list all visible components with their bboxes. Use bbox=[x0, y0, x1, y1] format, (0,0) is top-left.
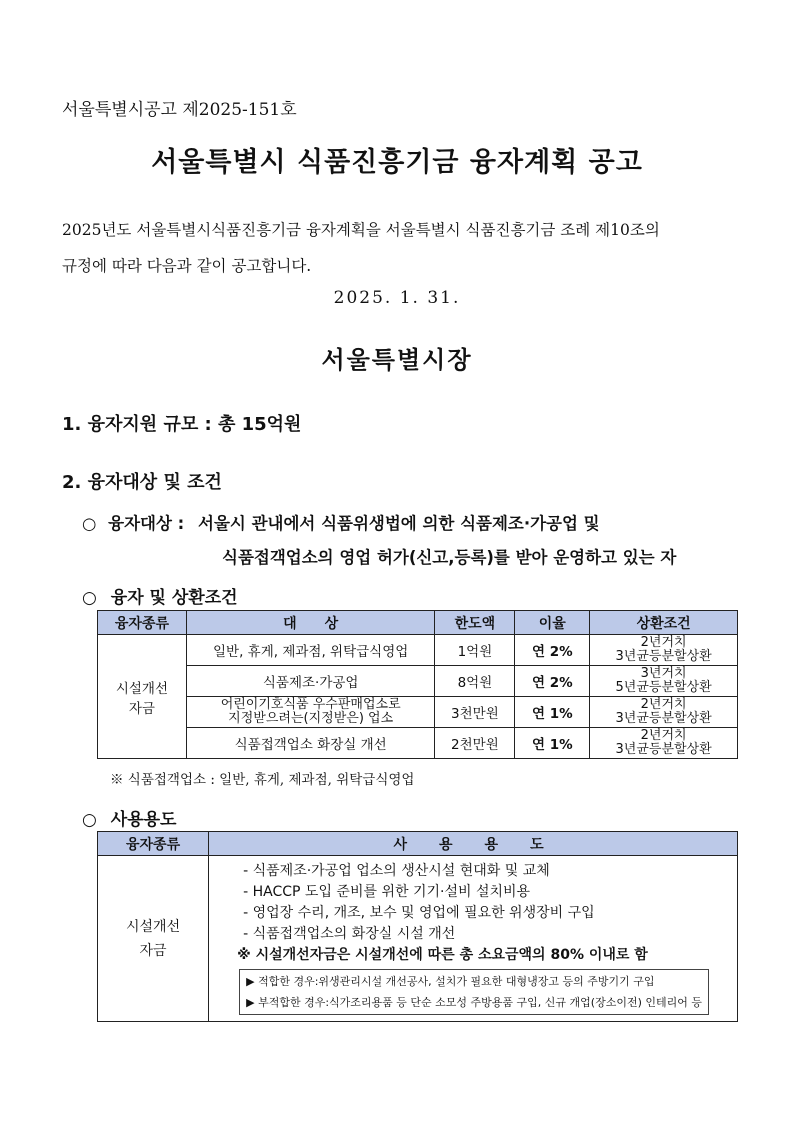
table-row bbox=[98, 635, 738, 666]
repay-line: 3년균등분할상환 bbox=[615, 649, 712, 664]
intro-line-1: 2025년도 서울특별시식품진흥기금 융자계획을 서울특별시 식품진흥기금 조례 제10조의 bbox=[62, 221, 660, 239]
rate-cell: 연 1% bbox=[515, 697, 590, 728]
col-header-usage: 사 용 용 도 bbox=[209, 832, 738, 856]
usage-cell bbox=[209, 856, 738, 1022]
col-header-rate: 이율 bbox=[515, 611, 590, 635]
repay-line: 3년균등분할상환 bbox=[615, 742, 712, 757]
usage-heading-text: 사용용도 bbox=[110, 810, 177, 830]
rate-cell: 연 2% bbox=[515, 635, 590, 666]
conditions-heading bbox=[82, 583, 238, 608]
repay-line: 2년거치 bbox=[640, 728, 687, 743]
repay-line: 3년거치 bbox=[640, 666, 687, 681]
target-cell: 식품접객업소 화장실 개선 bbox=[186, 728, 435, 759]
usage-example: ▶ 적합한 경우:위생관리시설 개선공사, 설치가 필요한 대형냉장고 등의 주방기기 구입 bbox=[246, 975, 655, 988]
conditions-note: ※ 식품접객업소 : 일반, 휴게, 제과점, 위탁급식영업 bbox=[110, 772, 415, 788]
table-header-row bbox=[98, 832, 738, 856]
col-header-target: 대 상 bbox=[186, 611, 435, 635]
limit-cell: 2천만원 bbox=[435, 728, 515, 759]
usage-note: ※ 시설개선자금은 시설개선에 따른 총 소요금액의 80% 이내로 함 bbox=[237, 947, 648, 963]
conditions-table bbox=[97, 610, 738, 759]
bullet: ○ bbox=[82, 810, 97, 830]
col-header-repay: 상환조건 bbox=[590, 611, 738, 635]
table-row bbox=[98, 728, 738, 759]
loan-type-line: 자금 bbox=[128, 700, 155, 717]
loan-type-line: 자금 bbox=[139, 942, 167, 959]
col-header-type: 융자종류 bbox=[98, 832, 209, 856]
table-row bbox=[98, 697, 738, 728]
issuer-name: 서울특별시장 bbox=[321, 345, 473, 374]
table-row bbox=[98, 666, 738, 697]
section-2-heading: 2. 융자대상 및 조건 bbox=[62, 472, 222, 493]
bullet: ○ bbox=[82, 588, 97, 608]
col-header-type: 융자종류 bbox=[98, 611, 187, 635]
repay-cell bbox=[590, 728, 738, 759]
target-text-1: 서울시 관내에서 식품위생법에 의한 식품제조·가공업 및 bbox=[198, 514, 600, 533]
page-title: 서울특별시 식품진흥기금 융자계획 공고 bbox=[151, 147, 643, 178]
table-header-row bbox=[98, 611, 738, 635]
limit-cell: 3천만원 bbox=[435, 697, 515, 728]
usage-item: - HACCP 도입 준비를 위한 기기·설비 설치비용 bbox=[243, 884, 531, 900]
target-label: 융자대상 : bbox=[108, 514, 185, 533]
repay-line: 5년균등분할상환 bbox=[615, 680, 712, 695]
rate-cell: 연 1% bbox=[515, 728, 590, 759]
limit-cell: 8억원 bbox=[435, 666, 515, 697]
repay-cell bbox=[590, 666, 738, 697]
usage-item: - 식품접객업소의 화장실 시설 개선 bbox=[243, 926, 456, 942]
target-line: 어린이기호식품 우수판매업소로 bbox=[220, 697, 401, 712]
usage-examples-box bbox=[239, 969, 709, 1015]
usage-item: - 식품제조·가공업 업소의 생산시설 현대화 및 교체 bbox=[243, 863, 550, 879]
repay-cell bbox=[590, 635, 738, 666]
col-header-limit: 한도액 bbox=[435, 611, 515, 635]
bullet: ○ bbox=[82, 514, 97, 533]
repay-line: 3년균등분할상환 bbox=[615, 711, 712, 726]
target-cell: 일반, 휴게, 제과점, 위탁급식영업 bbox=[186, 635, 435, 666]
usage-table bbox=[97, 831, 738, 1022]
target-line-1 bbox=[82, 510, 600, 534]
loan-type-line: 시설개선 bbox=[126, 918, 181, 935]
target-line: 지정받으려는(지정받은) 업소 bbox=[228, 711, 394, 726]
target-text-2: 식품접객업소의 영업 허가(신고,등록)를 받아 운영하고 있는 자 bbox=[222, 548, 677, 567]
table-row bbox=[98, 856, 738, 1022]
notice-date: 2025. 1. 31. bbox=[333, 288, 461, 308]
repay-line: 2년거치 bbox=[640, 635, 687, 650]
section-1-heading: 1. 융자지원 규모 : 총 15억원 bbox=[62, 414, 302, 435]
notice-number: 서울특별시공고 제2025-151호 bbox=[62, 100, 297, 120]
repay-cell bbox=[590, 697, 738, 728]
conditions-heading-text: 융자 및 상환조건 bbox=[110, 588, 238, 608]
usage-example: ▶ 부적합한 경우:식가조리용품 등 단순 소모성 주방용품 구입, 신규 개업(장소이전) 인테리어 등 bbox=[246, 996, 702, 1009]
loan-type-cell bbox=[98, 635, 187, 759]
rate-cell: 연 2% bbox=[515, 666, 590, 697]
usage-heading bbox=[82, 805, 176, 830]
target-cell: 식품제조·가공업 bbox=[186, 666, 435, 697]
loan-type-line: 시설개선 bbox=[115, 680, 169, 697]
target-cell bbox=[186, 697, 435, 728]
limit-cell: 1억원 bbox=[435, 635, 515, 666]
loan-type-cell bbox=[98, 856, 209, 1022]
usage-item: - 영업장 수리, 개조, 보수 및 영업에 필요한 위생장비 구입 bbox=[243, 905, 595, 921]
intro-line-2: 규정에 따라 다음과 같이 공고합니다. bbox=[62, 257, 312, 275]
repay-line: 2년거치 bbox=[640, 697, 687, 712]
